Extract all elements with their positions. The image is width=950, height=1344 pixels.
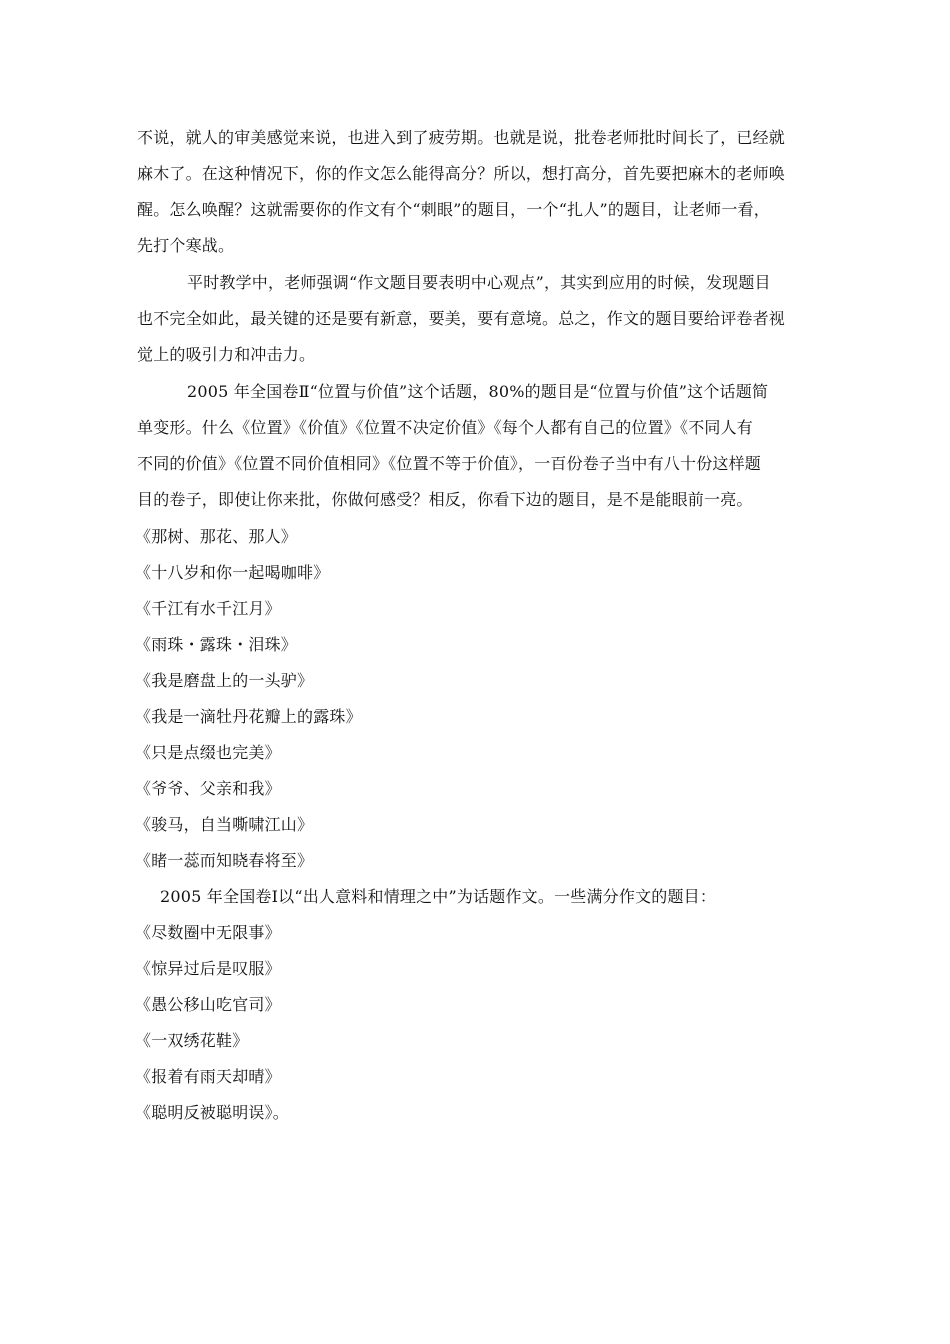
essay-title: 《一双绣花鞋》 bbox=[135, 1031, 249, 1050]
paragraph-line: 不同的价值》《位置不同价值相同》《位置不等于价值》，一百份卷子当中有八十份这样题 bbox=[137, 454, 762, 473]
paragraph-line: 单变形。什么《位置》《价值》《位置不决定价值》《每个人都有自己的位置》《不同人有 bbox=[137, 418, 754, 437]
paragraph-line: 目的卷子，即使让你来批，你做何感受？相反，你看下边的题目，是不是能眼前一亮。 bbox=[137, 490, 753, 509]
essay-title: 《愚公移山吃官司》 bbox=[135, 995, 281, 1014]
essay-title: 《雨珠・露珠・泪珠》 bbox=[135, 635, 298, 654]
essay-title: 《只是点缀也完美》 bbox=[135, 743, 281, 762]
essay-title: 《报着有雨天却晴》 bbox=[135, 1067, 281, 1086]
essay-title: 《惊异过后是叹服》 bbox=[135, 959, 281, 978]
paragraph-line: 2005 年全国卷Ⅰ以“出人意料和情理之中”为话题作文。一些满分作文的题目： bbox=[160, 887, 717, 906]
paragraph-line: 觉上的吸引力和冲击力。 bbox=[137, 345, 316, 364]
paragraph-line: 2005 年全国卷Ⅱ“位置与价值”这个话题，80%的题目是“位置与价值”这个话题简 bbox=[187, 382, 769, 401]
paragraph-line: 不说，就人的审美感觉来说，也进入到了疲劳期。也就是说，批卷老师批时间长了，已经就 bbox=[137, 128, 786, 147]
essay-title: 《聪明反被聪明误》。 bbox=[135, 1103, 290, 1122]
paragraph-line: 也不完全如此，最关键的还是要有新意，要美，要有意境。总之，作文的题目要给评卷者视 bbox=[137, 309, 786, 328]
essay-title: 《十八岁和你一起喝咖啡》 bbox=[135, 563, 330, 582]
essay-title: 《那树、那花、那人》 bbox=[135, 527, 298, 546]
essay-title: 《千江有水千江月》 bbox=[135, 599, 281, 618]
paragraph-line: 平时教学中，老师强调“作文题目要表明中心观点”，其实到应用的时候，发现题目 bbox=[187, 273, 771, 292]
essay-title: 《爷爷、父亲和我》 bbox=[135, 779, 281, 798]
essay-title: 《我是磨盘上的一头驴》 bbox=[135, 671, 314, 690]
paragraph-line: 先打个寒战。 bbox=[137, 236, 235, 255]
essay-title: 《我是一滴牡丹花瓣上的露珠》 bbox=[135, 707, 362, 726]
paragraph-line: 麻木了。在这种情况下，你的作文怎么能得高分？所以，想打高分，首先要把麻木的老师唤 bbox=[137, 164, 786, 183]
essay-title: 《睹一蕊而知晓春将至》 bbox=[135, 851, 314, 870]
essay-title: 《尽数圈中无限事》 bbox=[135, 923, 281, 942]
essay-title: 《骏马，自当嘶啸江山》 bbox=[135, 815, 314, 834]
paragraph-line: 醒。怎么唤醒？这就需要你的作文有个“刺眼”的题目，一个“扎人”的题目，让老师一看， bbox=[137, 200, 770, 219]
